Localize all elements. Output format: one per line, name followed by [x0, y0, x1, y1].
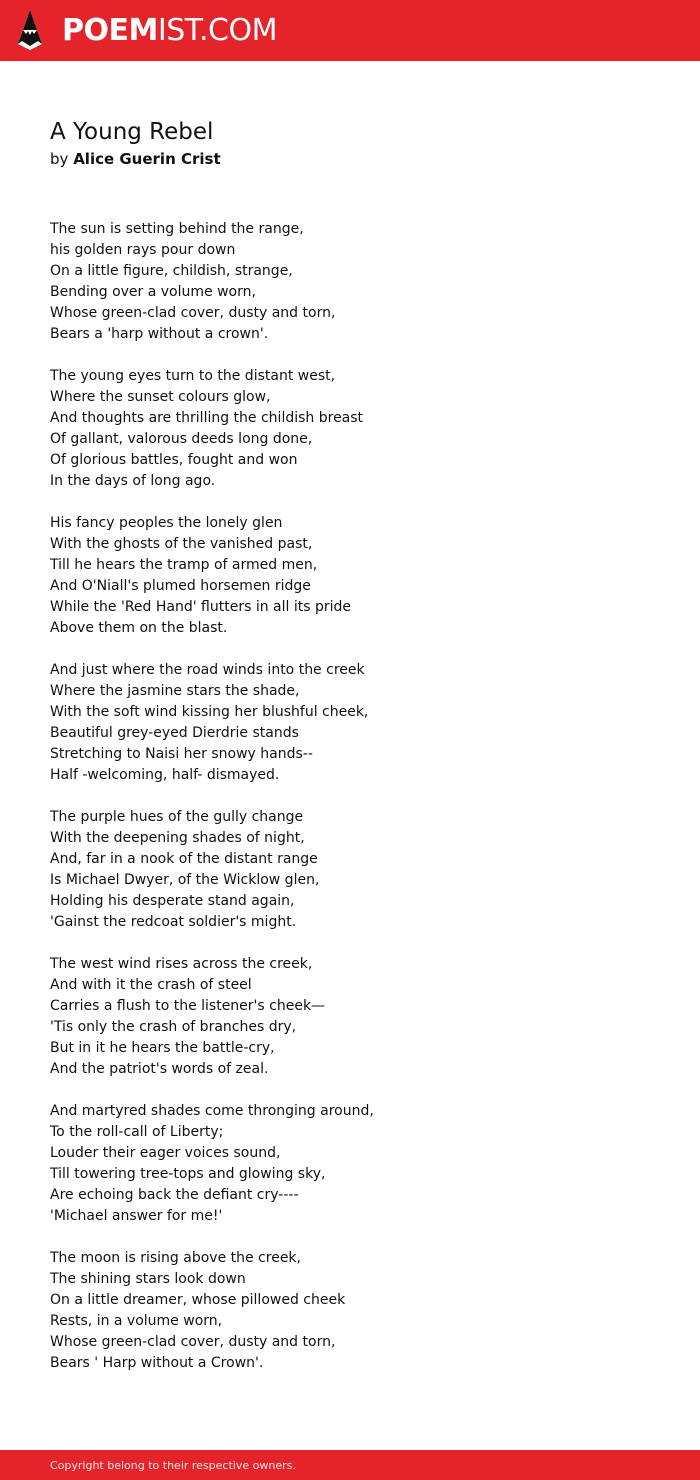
poem-heading [50, 116, 221, 170]
poem-line: Are echoing back the defiant cry---- [50, 1187, 299, 1203]
poem-line: Whose green-clad cover, dusty and torn, [50, 305, 336, 321]
site-footer [0, 1450, 700, 1480]
poem-line: And just where the road winds into the creek [50, 662, 365, 678]
poem-line: And thoughts are thrilling the childish breast [50, 410, 364, 426]
poem-line: Where the sunset colours glow, [50, 389, 271, 405]
poem-line: Above them on the blast. [50, 620, 228, 636]
poem-line: 'Tis only the crash of branches dry, [50, 1019, 297, 1035]
poem-line: Rests, in a volume worn, [50, 1313, 223, 1329]
poem-line: The purple hues of the gully change [50, 809, 304, 825]
poem-line: And O'Niall's plumed horsemen ridge [50, 578, 311, 594]
poem-line: And martyred shades come thronging around, [50, 1103, 374, 1119]
byline-prefix: by [50, 150, 69, 168]
poem-stanza [50, 954, 650, 1080]
poem-line: Whose green-clad cover, dusty and torn, [50, 1334, 336, 1350]
poem-line: Bending over a volume worn, [50, 284, 256, 300]
poem-line: His fancy peoples the lonely glen [50, 515, 283, 531]
poem-line: his golden rays pour down [50, 242, 236, 258]
poem-line: Louder their eager voices sound, [50, 1145, 281, 1161]
poem-line: Holding his desperate stand again, [50, 893, 295, 909]
poem-line: The young eyes turn to the distant west, [50, 368, 336, 384]
poem-line: Till he hears the tramp of armed men, [50, 557, 318, 573]
logo-text-bold: POEM [62, 13, 158, 48]
poem-line: The west wind rises across the creek, [50, 956, 313, 972]
poem-line: While the 'Red Hand' flutters in all its pride [50, 599, 352, 615]
poem-line: Till towering tree-tops and glowing sky, [50, 1166, 326, 1182]
poem-line: But in it he hears the battle-cry, [50, 1040, 275, 1056]
poem-line: On a little figure, childish, strange, [50, 263, 293, 279]
poem-line: The shining stars look down [50, 1271, 246, 1287]
poem-line: Stretching to Naisi her snowy hands-- [50, 746, 313, 762]
pencil-tip-icon[interactable] [18, 10, 42, 50]
site-header [0, 0, 700, 61]
poem-stanza [50, 1101, 650, 1227]
poem-line: Of glorious battles, fought and won [50, 452, 298, 468]
poem-stanza [50, 366, 650, 492]
poem-stanza [50, 807, 650, 933]
poem-line: To the roll-call of Liberty; [50, 1124, 224, 1140]
poem-line: With the deepening shades of night, [50, 830, 305, 846]
poem-line: Where the jasmine stars the shade, [50, 683, 300, 699]
poem-line: In the days of long ago. [50, 473, 216, 489]
poem-stanza [50, 660, 650, 786]
poem-line: And with it the crash of steel [50, 977, 252, 993]
poem-line: With the ghosts of the vanished past, [50, 536, 313, 552]
poem-line: And, far in a nook of the distant range [50, 851, 318, 867]
poem-stanza [50, 513, 650, 639]
poem-line: Of gallant, valorous deeds long done, [50, 431, 313, 447]
poem-title: A Young Rebel [50, 119, 214, 145]
logo-text-light: IST.COM [157, 13, 277, 48]
poem-stanza [50, 1248, 650, 1374]
poem-line: Carries a flush to the listener's cheek— [50, 998, 326, 1014]
poem-line: The moon is rising above the creek, [50, 1250, 301, 1266]
poem-line: And the patriot's words of zeal. [50, 1061, 269, 1077]
poem-line: Beautiful grey-eyed Dierdrie stands [50, 725, 299, 741]
poem-body [50, 219, 650, 1395]
poem-line: With the soft wind kissing her blushful cheek, [50, 704, 369, 720]
poem-byline [50, 148, 221, 170]
site-logo[interactable] [62, 13, 277, 49]
poem-line: Is Michael Dwyer, of the Wicklow glen, [50, 872, 320, 888]
copyright-notice: Copyright belong to their respective owners. [50, 1459, 296, 1472]
poem-line: Half -welcoming, half- dismayed. [50, 767, 280, 783]
poem-line: Bears a 'harp without a crown'. [50, 326, 269, 342]
poem-line: On a little dreamer, whose pillowed cheek [50, 1292, 346, 1308]
poem-line: 'Michael answer for me!' [50, 1208, 223, 1224]
poem-line: Bears ' Harp without a Crown'. [50, 1355, 264, 1371]
poem-line: The sun is setting behind the range, [50, 221, 304, 237]
poem-stanza [50, 219, 650, 345]
poem-line: 'Gainst the redcoat soldier's might. [50, 914, 297, 930]
poem-author: Alice Guerin Crist [73, 150, 221, 168]
